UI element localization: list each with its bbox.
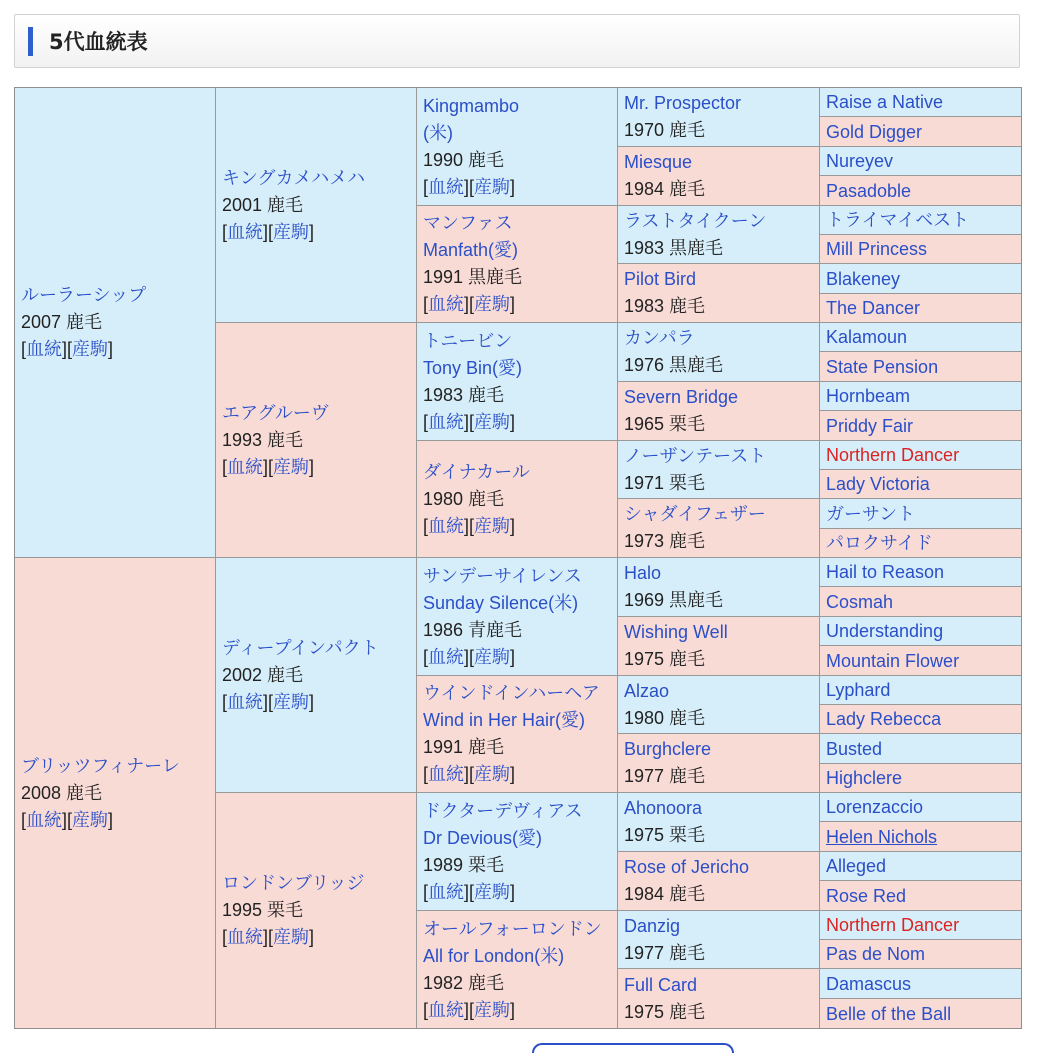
offspring-link[interactable]: 産駒: [72, 339, 109, 359]
gen5-cell: [820, 911, 1021, 940]
blood-links: [血統][産駒]: [423, 999, 516, 1020]
offspring-link[interactable]: 産駒: [474, 411, 511, 432]
horse-name[interactable]: ブリッツフィナーレ: [21, 755, 180, 776]
offspring-link[interactable]: 産駒: [273, 691, 310, 712]
bloodline-link[interactable]: 血統: [428, 176, 465, 197]
blood-links: [血統][産駒]: [423, 515, 516, 536]
horse-name[interactable]: Severn Bridge: [624, 387, 739, 407]
blood-links: [血統][産駒]: [222, 691, 315, 712]
offspring-link[interactable]: 産駒: [273, 221, 310, 242]
gen4-cell: [618, 88, 820, 147]
horse-name[interactable]: Ahonoora: [624, 798, 703, 818]
horse-name[interactable]: ドクターデヴィアス: [423, 800, 583, 821]
gen3-cell: [417, 441, 618, 558]
blood-links: [血統][産駒]: [21, 339, 114, 359]
horse-name-alt[interactable]: Sunday Silence(米): [423, 592, 579, 613]
horse-info: 2007 鹿毛: [21, 312, 103, 332]
horse-name[interactable]: Pasadoble: [826, 180, 912, 201]
horse-name[interactable]: Alleged: [826, 856, 887, 876]
gen5-cell: [820, 470, 1021, 499]
horse-name-alt[interactable]: All for London(米): [423, 945, 565, 966]
gen5-cell: [820, 881, 1021, 911]
gen3-cell: [417, 676, 618, 793]
horse-info: 1989 栗毛: [423, 854, 505, 875]
horse-name[interactable]: Northern Dancer: [826, 915, 960, 935]
horse-name[interactable]: トニービン: [423, 330, 513, 351]
gen5-cell: [820, 969, 1021, 999]
gen5-cell: [820, 176, 1021, 206]
horse-name[interactable]: トライマイベスト: [826, 210, 970, 230]
horse-name-alt[interactable]: Manfath(愛): [423, 240, 519, 260]
horse-name[interactable]: Lady Victoria: [826, 474, 930, 494]
horse-name-alt[interactable]: Tony Bin(愛): [423, 357, 523, 378]
blood-links: [血統][産駒]: [423, 294, 516, 314]
gen5-cell: [820, 441, 1021, 470]
horse-info: 2002 鹿毛: [222, 664, 304, 685]
gen5-cell: [820, 529, 1021, 558]
horse-info: 1991 鹿毛: [423, 737, 505, 757]
horse-name[interactable]: ラストタイクーン: [624, 210, 767, 231]
offspring-link[interactable]: 産駒: [474, 881, 511, 902]
horse-info: 1995 栗毛: [222, 900, 304, 920]
horse-name[interactable]: オールフォーロンドン: [423, 918, 602, 939]
bloodline-link[interactable]: 血統: [428, 515, 465, 536]
gen1-cell: [15, 558, 216, 1028]
offspring-link[interactable]: 産駒: [72, 809, 109, 830]
horse-name[interactable]: Understanding: [826, 621, 944, 641]
blood-links: [血統][産駒]: [222, 927, 315, 947]
blood-links: [血統][産駒]: [423, 881, 516, 902]
horse-info: 1977 鹿毛: [624, 942, 706, 963]
gen3-cell: [417, 793, 618, 911]
horse-info: 1983 鹿毛: [423, 384, 505, 405]
horse-info: 1980 鹿毛: [624, 707, 706, 728]
horse-name[interactable]: ディープインパクト: [222, 637, 379, 658]
gen3-cell: [417, 558, 618, 676]
horse-name-alt[interactable]: (米): [423, 122, 453, 143]
gen3-cell: [417, 88, 618, 206]
gen4-cell: [618, 793, 820, 852]
gen1-cell: [15, 88, 216, 558]
bloodline-link[interactable]: 血統: [428, 411, 465, 432]
offspring-link[interactable]: 産駒: [474, 294, 511, 314]
gen3-cell: [417, 206, 618, 323]
horse-name[interactable]: キングカメハメハ: [222, 167, 366, 188]
horse-name[interactable]: サンデーサイレンス: [423, 565, 582, 586]
horse-name[interactable]: Belle of the Ball: [826, 1003, 952, 1024]
gen4-cell: [618, 911, 820, 969]
horse-name-alt[interactable]: Dr Devious(愛): [423, 827, 543, 848]
horse-name[interactable]: Danzig: [624, 915, 681, 936]
horse-name[interactable]: Burghclere: [624, 739, 712, 759]
gen5-cell: [820, 264, 1021, 294]
offspring-link[interactable]: 産駒: [474, 515, 511, 536]
bloodline-link[interactable]: 血統: [227, 456, 264, 477]
bloodline-link[interactable]: 血統: [428, 764, 465, 784]
horse-name[interactable]: Halo: [624, 563, 662, 583]
horse-info: 1969 黒鹿毛: [624, 590, 724, 610]
horse-name[interactable]: Alzao: [624, 680, 670, 701]
horse-name[interactable]: ルーラーシップ: [21, 285, 147, 305]
gen5-cell: [820, 940, 1021, 969]
gen4-cell: [618, 499, 820, 558]
gen5-cell: [820, 999, 1021, 1028]
horse-info: 1993 鹿毛: [222, 429, 304, 450]
horse-name[interactable]: Wishing Well: [624, 622, 728, 642]
bloodline-link[interactable]: 血統: [26, 809, 63, 830]
gen2-cell: [216, 793, 417, 1028]
horse-info: 1984 鹿毛: [624, 179, 706, 199]
horse-name[interactable]: ガーサント: [826, 503, 916, 524]
horse-info: 1990 鹿毛: [423, 149, 505, 170]
horse-name[interactable]: Busted: [826, 738, 883, 759]
gen4-cell: [618, 264, 820, 323]
horse-info: 1975 鹿毛: [624, 649, 706, 669]
gen2-cell: [216, 323, 417, 558]
bloodline-link[interactable]: 血統: [428, 646, 465, 667]
gen2-cell: [216, 558, 417, 793]
gen2-cell: [216, 88, 417, 323]
horse-name[interactable]: Highclere: [826, 768, 903, 788]
page-title: 5代血統表: [49, 30, 148, 54]
horse-name[interactable]: Miesque: [624, 152, 693, 172]
gen5-cell: [820, 382, 1021, 411]
gen5-cell: [820, 499, 1021, 529]
offspring-link[interactable]: 産駒: [474, 999, 511, 1020]
horse-info: 1973 鹿毛: [624, 531, 706, 551]
bloodline-link[interactable]: 血統: [227, 691, 264, 712]
horse-name[interactable]: Gold Digger: [826, 121, 923, 142]
gen5-cell: [820, 117, 1021, 147]
horse-name[interactable]: Hail to Reason: [826, 562, 945, 582]
horse-name[interactable]: The Dancer: [826, 298, 921, 318]
blood-links: [血統][産駒]: [423, 646, 516, 667]
horse-info: 1965 栗毛: [624, 414, 706, 434]
horse-name[interactable]: パロクサイド: [826, 533, 933, 553]
bloodline-link[interactable]: 血統: [428, 294, 465, 314]
horse-name-alt[interactable]: Wind in Her Hair(愛): [423, 710, 586, 730]
gen5-cell: [820, 734, 1021, 764]
horse-info: 1991 黒鹿毛: [423, 267, 523, 287]
horse-info: 1977 鹿毛: [624, 766, 706, 786]
blood-links: [血統][産駒]: [423, 176, 516, 197]
horse-info: 1980 鹿毛: [423, 488, 505, 509]
horse-name[interactable]: Rose Red: [826, 885, 907, 906]
horse-name[interactable]: マンファス: [423, 213, 513, 233]
blood-links: [血統][産駒]: [423, 764, 516, 784]
horse-name[interactable]: Raise a Native: [826, 92, 944, 112]
horse-info: 1975 鹿毛: [624, 1001, 706, 1022]
horse-name[interactable]: ウインドインハーヘア: [423, 683, 600, 703]
horse-name[interactable]: Rose of Jericho: [624, 857, 750, 877]
horse-name[interactable]: Lorenzaccio: [826, 797, 924, 817]
bottom-button[interactable]: [532, 1043, 734, 1053]
gen5-cell: [820, 558, 1021, 587]
horse-info: 2001 鹿毛: [222, 194, 304, 215]
gen4-cell: [618, 734, 820, 793]
horse-name[interactable]: Nureyev: [826, 151, 894, 171]
gen5-cell: [820, 852, 1021, 881]
gen3-cell: [417, 911, 618, 1028]
blood-links: [血統][産駒]: [222, 221, 315, 242]
horse-name[interactable]: Mill Princess: [826, 239, 928, 259]
offspring-link[interactable]: 産駒: [474, 764, 511, 784]
gen4-cell: [618, 441, 820, 499]
offspring-link[interactable]: 産駒: [474, 646, 511, 667]
section-header: [14, 14, 1020, 68]
horse-name[interactable]: カンパラ: [624, 328, 695, 348]
blood-links: [血統][産駒]: [222, 456, 315, 477]
gen5-cell: [820, 646, 1021, 676]
gen4-cell: [618, 969, 820, 1028]
gen4-cell: [618, 147, 820, 206]
horse-name[interactable]: ノーザンテースト: [624, 445, 767, 466]
horse-name[interactable]: Cosmah: [826, 591, 894, 612]
gen4-cell: [618, 206, 820, 264]
horse-info: 2008 鹿毛: [21, 782, 103, 803]
gen5-cell: [820, 323, 1021, 352]
gen4-cell: [618, 617, 820, 676]
gen5-cell: [820, 352, 1021, 382]
gen5-cell: [820, 676, 1021, 705]
horse-name[interactable]: ロンドンブリッジ: [222, 873, 365, 893]
header-accent-bar: [28, 27, 33, 56]
gen4-cell: [618, 323, 820, 382]
gen5-cell: [820, 587, 1021, 617]
bloodline-link[interactable]: 血統: [428, 881, 465, 902]
gen4-cell: [618, 558, 820, 617]
horse-info: 1970 鹿毛: [624, 120, 706, 140]
horse-name[interactable]: Helen Nichols: [826, 826, 938, 847]
horse-name[interactable]: Kalamoun: [826, 327, 908, 347]
horse-name[interactable]: State Pension: [826, 356, 939, 377]
gen5-cell: [820, 793, 1021, 822]
horse-name[interactable]: Mountain Flower: [826, 650, 960, 671]
horse-info: 1971 栗毛: [624, 472, 706, 493]
horse-name[interactable]: Priddy Fair: [826, 415, 914, 436]
horse-name[interactable]: Blakeney: [826, 268, 901, 289]
horse-name[interactable]: ダイナカール: [423, 461, 530, 482]
gen4-cell: [618, 676, 820, 734]
gen5-cell: [820, 235, 1021, 264]
bloodline-link[interactable]: 血統: [428, 999, 465, 1020]
horse-info: 1984 鹿毛: [624, 884, 706, 904]
horse-name[interactable]: Mr. Prospector: [624, 93, 742, 113]
horse-name[interactable]: シャダイフェザー: [624, 504, 766, 524]
gen5-cell: [820, 822, 1021, 852]
gen5-cell: [820, 764, 1021, 793]
horse-name[interactable]: Northern Dancer: [826, 445, 960, 465]
horse-info: 1975 栗毛: [624, 825, 706, 845]
gen4-cell: [618, 382, 820, 441]
offspring-link[interactable]: 産駒: [273, 456, 310, 477]
gen4-cell: [618, 852, 820, 911]
offspring-link[interactable]: 産駒: [474, 176, 511, 197]
horse-info: 1986 青鹿毛: [423, 619, 523, 640]
horse-info: 1983 鹿毛: [624, 296, 706, 316]
horse-name[interactable]: Kingmambo: [423, 95, 520, 116]
pedigree-table: [14, 87, 1022, 1029]
gen5-cell: [820, 705, 1021, 734]
blood-links: [血統][産駒]: [423, 411, 516, 432]
horse-name[interactable]: Damascus: [826, 973, 912, 994]
gen5-cell: [820, 294, 1021, 323]
bloodline-link[interactable]: 血統: [227, 221, 264, 242]
horse-name[interactable]: Hornbeam: [826, 386, 911, 406]
blood-links: [血統][産駒]: [21, 809, 114, 830]
horse-name[interactable]: Pas de Nom: [826, 944, 926, 964]
horse-name[interactable]: Full Card: [624, 974, 698, 995]
bloodline-link[interactable]: 血統: [26, 339, 63, 359]
horse-name[interactable]: Pilot Bird: [624, 269, 697, 289]
horse-name[interactable]: エアグルーヴ: [222, 402, 329, 423]
horse-info: 1983 黒鹿毛: [624, 237, 724, 258]
gen5-cell: [820, 411, 1021, 441]
gen5-cell: [820, 88, 1021, 117]
gen3-cell: [417, 323, 618, 441]
horse-info: 1976 黒鹿毛: [624, 355, 724, 375]
gen5-cell: [820, 147, 1021, 176]
gen5-cell: [820, 617, 1021, 646]
gen5-cell: [820, 206, 1021, 235]
horse-name[interactable]: Lady Rebecca: [826, 709, 942, 729]
horse-info: 1982 鹿毛: [423, 972, 505, 993]
offspring-link[interactable]: 産駒: [273, 927, 310, 947]
bloodline-link[interactable]: 血統: [227, 927, 264, 947]
horse-name[interactable]: Lyphard: [826, 680, 891, 700]
